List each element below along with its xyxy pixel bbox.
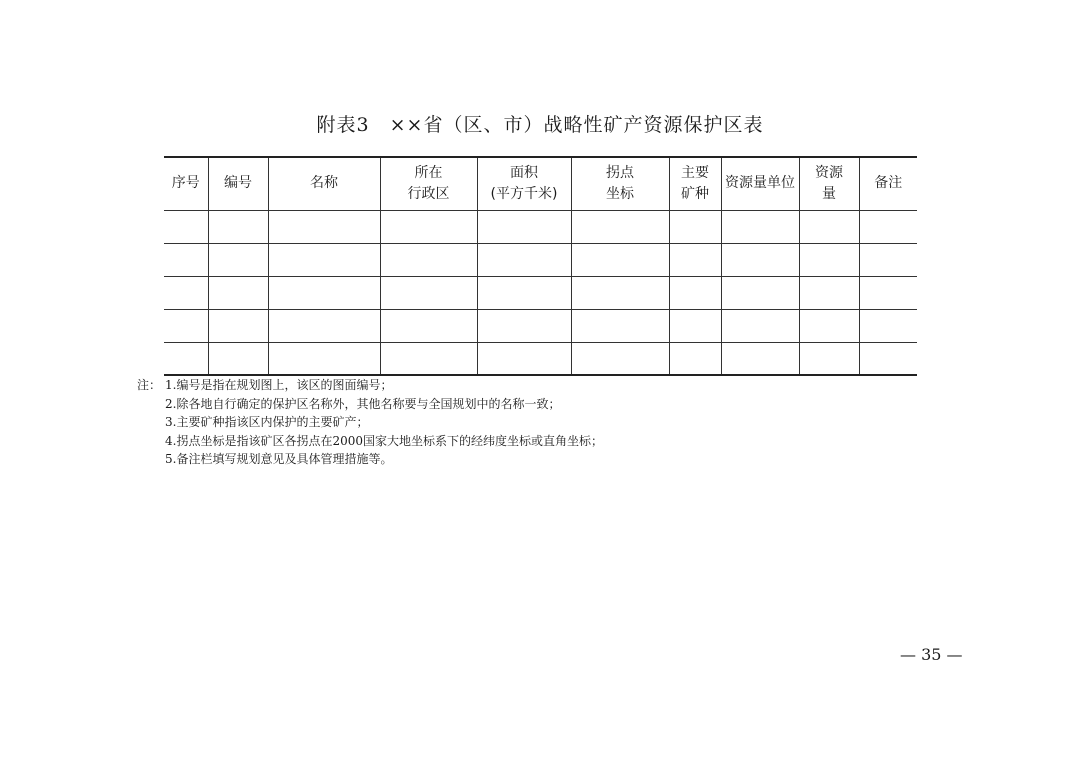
note-item: 1.编号是指在规划图上，该区的图面编号； [165, 378, 393, 392]
header-main-minerals: 主要 矿种 [669, 157, 721, 210]
table-cell [859, 276, 917, 309]
table-row [164, 342, 917, 375]
table-cell [721, 210, 799, 243]
table-cell [164, 342, 208, 375]
table-row [164, 243, 917, 276]
header-seq: 序号 [164, 157, 208, 210]
page-number: — 35 — [900, 645, 963, 664]
header-resource-amount: 资源 量 [799, 157, 859, 210]
table-cell [799, 342, 859, 375]
table-cell [859, 309, 917, 342]
table-cell [571, 243, 669, 276]
table-cell [721, 342, 799, 375]
header-admin-region: 所在 行政区 [380, 157, 477, 210]
table-cell [477, 309, 571, 342]
table-cell [859, 342, 917, 375]
protection-zone-table [164, 156, 917, 376]
table-cell [208, 309, 268, 342]
table-cell [477, 243, 571, 276]
table-cell [268, 276, 380, 309]
table-cell [268, 243, 380, 276]
table-cell [477, 210, 571, 243]
note-item: 5.备注栏填写规划意见及具体管理措施等。 [165, 452, 393, 466]
table-cell [721, 243, 799, 276]
table-cell [380, 243, 477, 276]
table-cell [208, 276, 268, 309]
note-item: 2.除各地自行确定的保护区名称外，其他名称要与全国规划中的名称一致； [165, 396, 561, 411]
table-cell [799, 210, 859, 243]
table-cell [571, 210, 669, 243]
header-resource-unit: 资源量单位 [721, 157, 799, 210]
notes-prefix: 注： [137, 378, 162, 392]
table-cell [380, 210, 477, 243]
table-cell [859, 210, 917, 243]
table-cell [380, 309, 477, 342]
table-row [164, 309, 917, 342]
header-corner-coords: 拐点 坐标 [571, 157, 669, 210]
table-cell [268, 309, 380, 342]
table-notes [137, 376, 603, 469]
table-title: 附表3 ××省（区、市）战略性矿产资源保护区表 [316, 114, 764, 136]
table-cell [669, 342, 721, 375]
table-cell [208, 243, 268, 276]
table-cell [477, 342, 571, 375]
table-cell [799, 276, 859, 309]
table-cell [268, 210, 380, 243]
header-remarks: 备注 [859, 157, 917, 210]
table-cell [477, 276, 571, 309]
header-area: 面积 (平方千米) [477, 157, 571, 210]
table-cell [669, 243, 721, 276]
note-line [137, 432, 603, 451]
table-cell [208, 342, 268, 375]
header-name: 名称 [268, 157, 380, 210]
table-cell [669, 210, 721, 243]
header-code: 编号 [208, 157, 268, 210]
table-cell [164, 309, 208, 342]
note-line [137, 376, 603, 395]
table-cell [571, 309, 669, 342]
table-cell [669, 276, 721, 309]
table-cell [721, 309, 799, 342]
note-line [137, 413, 603, 432]
note-line [137, 450, 603, 469]
table-cell [164, 243, 208, 276]
table-cell [268, 342, 380, 375]
table-cell [799, 243, 859, 276]
table-cell [669, 309, 721, 342]
table-cell [208, 210, 268, 243]
table-row [164, 210, 917, 243]
table-cell [571, 276, 669, 309]
note-item: 3.主要矿种指该区内保护的主要矿产； [165, 415, 369, 429]
table-cell [721, 276, 799, 309]
table-cell [859, 243, 917, 276]
table-cell [380, 276, 477, 309]
table-cell [571, 342, 669, 375]
table-cell [164, 210, 208, 243]
table-cell [380, 342, 477, 375]
table-row [164, 276, 917, 309]
note-item: 4.拐点坐标是指该矿区各拐点在2000国家大地坐标系下的经纬度坐标或直角坐标； [165, 433, 603, 448]
note-line [137, 395, 603, 414]
table-cell [799, 309, 859, 342]
header-row [164, 157, 917, 210]
table-cell [164, 276, 208, 309]
